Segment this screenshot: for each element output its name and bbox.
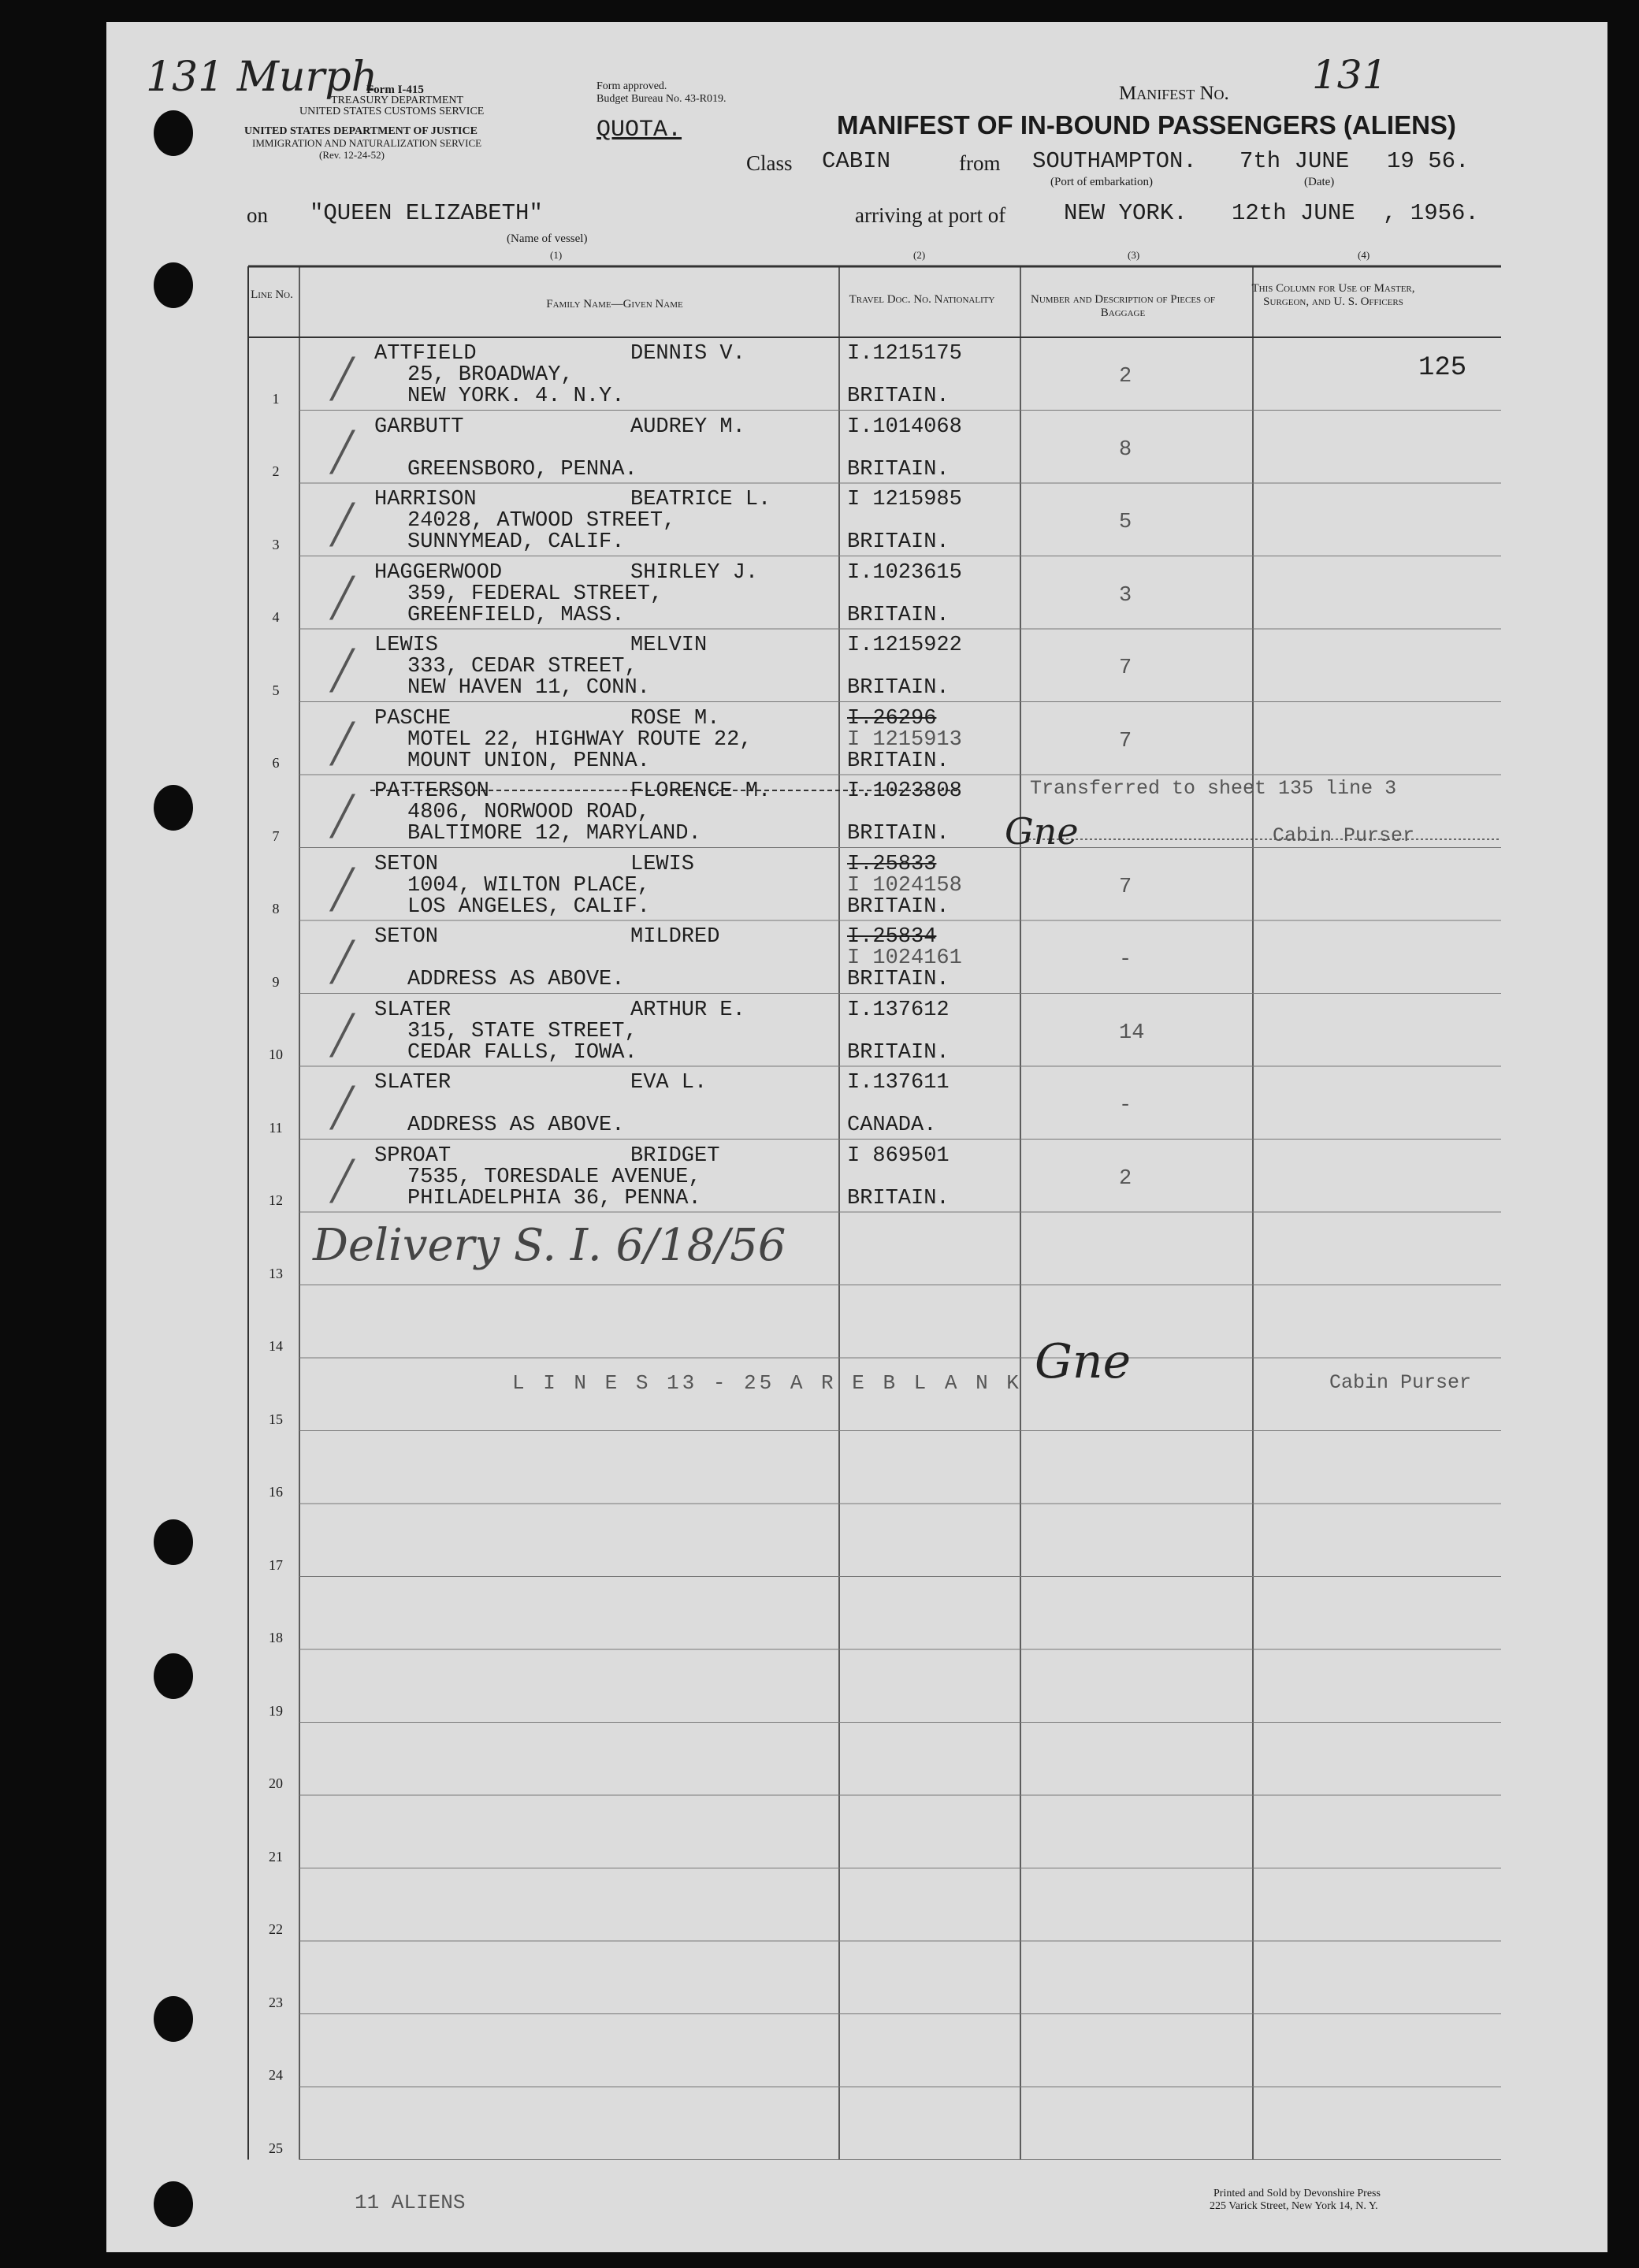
address-line-2: ADDRESS AS ABOVE. xyxy=(407,1114,625,1137)
family-name: LEWIS xyxy=(374,634,439,657)
line-number: 22 xyxy=(269,1921,283,1937)
address-line-2: ADDRESS AS ABOVE. xyxy=(407,968,625,991)
line-number: 1 xyxy=(272,390,280,407)
nationality: BRITAIN. xyxy=(847,385,950,408)
address-line-1: MOTEL 22, HIGHWAY ROUTE 22, xyxy=(407,727,753,752)
line-13-handwritten-note: Delivery S. I. 6/18/56 xyxy=(313,1220,786,1271)
purser-signature-2: Gne xyxy=(1035,1334,1132,1389)
nationality: BRITAIN. xyxy=(847,749,950,773)
punch-hole xyxy=(154,2181,193,2227)
top-handwritten-note: 131 Murph xyxy=(146,54,378,101)
address-line-1: 333, CEDAR STREET, xyxy=(407,655,637,679)
family-name: PASCHE xyxy=(374,706,452,731)
address-line-2: CEDAR FALLS, IOWA. xyxy=(407,1040,637,1065)
line-number: 20 xyxy=(269,1775,283,1791)
line-number: 19 xyxy=(269,1702,283,1719)
nationality: BRITAIN. xyxy=(847,1040,950,1065)
aliens-total: 11 ALIENS xyxy=(355,2191,466,2214)
line-number: 11 xyxy=(269,1119,283,1136)
check-mark-icon: ╱ xyxy=(331,1013,354,1058)
address-line-1: 7535, TORESDALE AVENUE, xyxy=(407,1165,701,1189)
family-name: SLATER xyxy=(374,998,452,1022)
given-name: SHIRLEY J. xyxy=(630,560,759,585)
line-number: 18 xyxy=(269,1630,283,1645)
form-number: Form I-415 xyxy=(366,84,424,96)
travel-doc-number: I.137612 xyxy=(847,998,950,1022)
header-name: Family Name—Given Name xyxy=(546,298,683,310)
blank-lines-stamp: L I N E S 13 - 25 A R E B L A N K xyxy=(512,1371,1022,1395)
family-name: SETON xyxy=(374,852,439,876)
nationality: BRITAIN. xyxy=(847,968,950,991)
baggage-count: 7 xyxy=(1119,875,1132,899)
class-label: Class xyxy=(746,151,793,175)
travel-doc-number: I.1023808 xyxy=(847,779,962,803)
check-mark-icon: ╱ xyxy=(331,794,354,838)
family-name: SETON xyxy=(374,925,439,949)
baggage-count: 2 xyxy=(1119,1166,1132,1191)
address-line-1: 25, BROADWAY, xyxy=(407,363,574,387)
given-name: ARTHUR E. xyxy=(630,998,745,1022)
check-mark-icon: ╱ xyxy=(331,940,354,984)
baggage-count: 8 xyxy=(1119,437,1132,462)
family-name: PATTERSON xyxy=(374,779,489,803)
nationality: BRITAIN. xyxy=(847,894,950,919)
departure-year: 19 56. xyxy=(1387,148,1470,174)
line-number: 7 xyxy=(272,827,280,844)
travel-doc-number-corrected: I 1215913 xyxy=(847,727,962,752)
check-mark-icon: ╱ xyxy=(331,357,354,401)
line-number: 13 xyxy=(269,1265,283,1281)
dept-line-4: IMMIGRATION AND NATURALIZATION SERVICE xyxy=(252,137,482,149)
baggage-count: 7 xyxy=(1119,656,1132,680)
nationality: BRITAIN. xyxy=(847,822,950,846)
travel-doc-number: I.25834 xyxy=(847,925,937,949)
punch-hole xyxy=(154,785,193,831)
address-line-2: SUNNYMEAD, CALIF. xyxy=(407,530,625,554)
given-name: EVA L. xyxy=(630,1071,708,1095)
line-number: 25 xyxy=(269,2140,283,2156)
line-number: 9 xyxy=(272,973,280,990)
line-number: 8 xyxy=(272,901,280,916)
column-number-1: (1) xyxy=(550,249,563,261)
embarkation-port-caption: (Port of embarkation) xyxy=(1050,176,1153,188)
nationality: BRITAIN. xyxy=(847,457,950,481)
check-mark-icon: ╱ xyxy=(331,649,354,693)
baggage-count: - xyxy=(1119,948,1132,972)
class-value: CABIN xyxy=(822,148,891,174)
punch-hole xyxy=(154,262,193,308)
officer-note: 125 xyxy=(1418,353,1467,383)
manifest-label: Manifest No. xyxy=(1119,83,1229,104)
line-number: 10 xyxy=(269,1047,283,1062)
address-line-2: LOS ANGELES, CALIF. xyxy=(407,894,650,919)
address-line-1: 24028, ATWOOD STREET, xyxy=(407,509,676,533)
given-name: MELVIN xyxy=(630,634,708,657)
baggage-count: - xyxy=(1119,1094,1132,1117)
line-number: 3 xyxy=(272,536,280,552)
purser-title-2: Cabin Purser xyxy=(1329,1371,1472,1394)
column-number-2: (2) xyxy=(913,249,926,261)
baggage-count: 2 xyxy=(1119,365,1132,389)
check-mark-icon: ╱ xyxy=(331,721,354,766)
given-name: LEWIS xyxy=(630,852,695,876)
printer-line-2: 225 Varick Street, New York 14, N. Y. xyxy=(1210,2200,1378,2212)
nationality: BRITAIN. xyxy=(847,530,950,554)
vessel-caption: (Name of vessel) xyxy=(507,232,588,245)
embarkation-port: SOUTHAMPTON. xyxy=(1032,148,1197,174)
dept-line-2: UNITED STATES CUSTOMS SERVICE xyxy=(299,106,485,117)
date-caption: (Date) xyxy=(1304,176,1335,188)
travel-doc-number: I 1215985 xyxy=(847,488,962,511)
check-mark-icon: ╱ xyxy=(331,1158,354,1203)
line-number: 21 xyxy=(269,1848,283,1865)
address-line-2: NEW HAVEN 11, CONN. xyxy=(407,676,650,700)
manifest-sheet xyxy=(106,22,1607,2252)
arriving-label: arriving at port of xyxy=(855,203,1006,227)
address-line-2: MOUNT UNION, PENNA. xyxy=(407,749,650,773)
address-line-2: PHILADELPHIA 36, PENNA. xyxy=(407,1186,701,1210)
header-baggage: Number and Description of Pieces of Baggage xyxy=(1031,293,1215,319)
given-name: MILDRED xyxy=(630,925,720,949)
line-number: 17 xyxy=(269,1556,283,1573)
family-name: SLATER xyxy=(374,1071,452,1095)
baggage-count: 7 xyxy=(1119,729,1132,753)
purser-signature-1: Gne xyxy=(1005,810,1079,853)
travel-doc-number: I 869501 xyxy=(847,1143,950,1168)
line-number: 24 xyxy=(269,2067,283,2083)
line-number: 5 xyxy=(272,682,280,698)
family-name: HARRISON xyxy=(374,488,477,511)
given-name: ROSE M. xyxy=(630,706,720,731)
arrival-port: NEW YORK. xyxy=(1064,200,1187,226)
dept-line-3: UNITED STATES DEPARTMENT OF JUSTICE xyxy=(244,125,478,137)
line-number: 16 xyxy=(269,1484,283,1500)
address-line-1: 1004, WILTON PLACE, xyxy=(407,873,650,898)
nationality: BRITAIN. xyxy=(847,603,950,627)
column-number-3: (3) xyxy=(1128,249,1140,261)
form-revision: (Rev. 12-24-52) xyxy=(319,149,385,161)
header-travel-doc: Travel Doc. No. Nationality xyxy=(849,293,995,306)
line-number: 15 xyxy=(269,1411,283,1427)
given-name: BRIDGET xyxy=(630,1143,720,1168)
address-line-2: BALTIMORE 12, MARYLAND. xyxy=(407,822,701,846)
vessel-name: "QUEEN ELIZABETH" xyxy=(310,200,543,226)
travel-doc-number: I.1215922 xyxy=(847,634,962,657)
baggage-count: 5 xyxy=(1119,511,1132,534)
line-number: 12 xyxy=(269,1192,283,1208)
travel-doc-number-corrected: I 1024161 xyxy=(847,946,962,970)
address-line-1: 315, STATE STREET, xyxy=(407,1019,637,1043)
family-name: HAGGERWOOD xyxy=(374,560,503,585)
given-name: FLORENCE M. xyxy=(630,779,771,803)
travel-doc-number-corrected: I 1024158 xyxy=(847,873,962,898)
nationality: BRITAIN. xyxy=(847,676,950,700)
printer-line-1: Printed and Sold by Devonshire Press xyxy=(1213,2188,1381,2199)
quota-stamp: QUOTA. xyxy=(597,117,682,143)
check-mark-icon: ╱ xyxy=(331,429,354,474)
punch-hole xyxy=(154,110,193,156)
arrival-date: 12th JUNE xyxy=(1232,200,1355,226)
punch-hole xyxy=(154,1996,193,2042)
travel-doc-number: I.26296 xyxy=(847,706,937,731)
approval-line-2: Budget Bureau No. 43-R019. xyxy=(597,93,727,105)
address-line-2: GREENSBORO, PENNA. xyxy=(407,457,637,481)
address-line-1: 359, FEDERAL STREET, xyxy=(407,582,663,606)
baggage-count: 3 xyxy=(1119,583,1132,608)
punch-hole xyxy=(154,1519,193,1565)
departure-date: 7th JUNE xyxy=(1239,148,1350,174)
header-line-no: Line No. xyxy=(251,288,293,301)
line-number: 4 xyxy=(272,609,280,625)
address-line-1: 4806, NORWOOD ROAD, xyxy=(407,801,650,824)
given-name: BEATRICE L. xyxy=(630,488,771,511)
family-name: GARBUTT xyxy=(374,415,464,439)
approval-line-1: Form approved. xyxy=(597,80,667,92)
travel-doc-number: I.137611 xyxy=(847,1071,950,1095)
check-mark-icon: ╱ xyxy=(331,575,354,620)
baggage-count: 14 xyxy=(1119,1021,1145,1045)
check-mark-icon: ╱ xyxy=(331,867,354,912)
check-mark-icon: ╱ xyxy=(331,503,354,547)
column-number-4: (4) xyxy=(1358,249,1370,261)
from-label: from xyxy=(959,151,1001,175)
transferred-note: Transferred to sheet 135 line 3 xyxy=(1030,777,1397,800)
arrival-year: , 1956. xyxy=(1383,200,1479,226)
line-number: 14 xyxy=(269,1338,283,1354)
manifest-title: MANIFEST OF IN-BOUND PASSENGERS (ALIENS) xyxy=(837,110,1456,139)
travel-doc-number: I.25833 xyxy=(847,852,937,876)
line-number: 2 xyxy=(272,463,280,479)
travel-doc-number: I.1215175 xyxy=(847,342,962,366)
manifest-number: 131 xyxy=(1312,52,1388,98)
travel-doc-number: I.1023615 xyxy=(847,560,962,585)
given-name: DENNIS V. xyxy=(630,342,745,366)
given-name: AUDREY M. xyxy=(630,415,745,439)
purser-title-1: Cabin Purser xyxy=(1273,824,1415,847)
line-number: 23 xyxy=(269,1994,283,2010)
dept-line-1: TREASURY DEPARTMENT xyxy=(331,95,464,106)
address-line-2: NEW YORK. 4. N.Y. xyxy=(407,385,625,408)
travel-doc-number: I.1014068 xyxy=(847,415,962,439)
nationality: BRITAIN. xyxy=(847,1186,950,1210)
line-number: 6 xyxy=(272,755,280,771)
family-name: ATTFIELD xyxy=(374,342,477,366)
punch-hole xyxy=(154,1653,193,1699)
on-label: on xyxy=(247,203,268,227)
header-officers: This Column for Use of Master, Surgeon, and U. S. Officers xyxy=(1251,282,1415,308)
family-name: SPROAT xyxy=(374,1143,452,1168)
check-mark-icon: ╱ xyxy=(331,1086,354,1130)
nationality: CANADA. xyxy=(847,1114,937,1137)
address-line-2: GREENFIELD, MASS. xyxy=(407,603,625,627)
